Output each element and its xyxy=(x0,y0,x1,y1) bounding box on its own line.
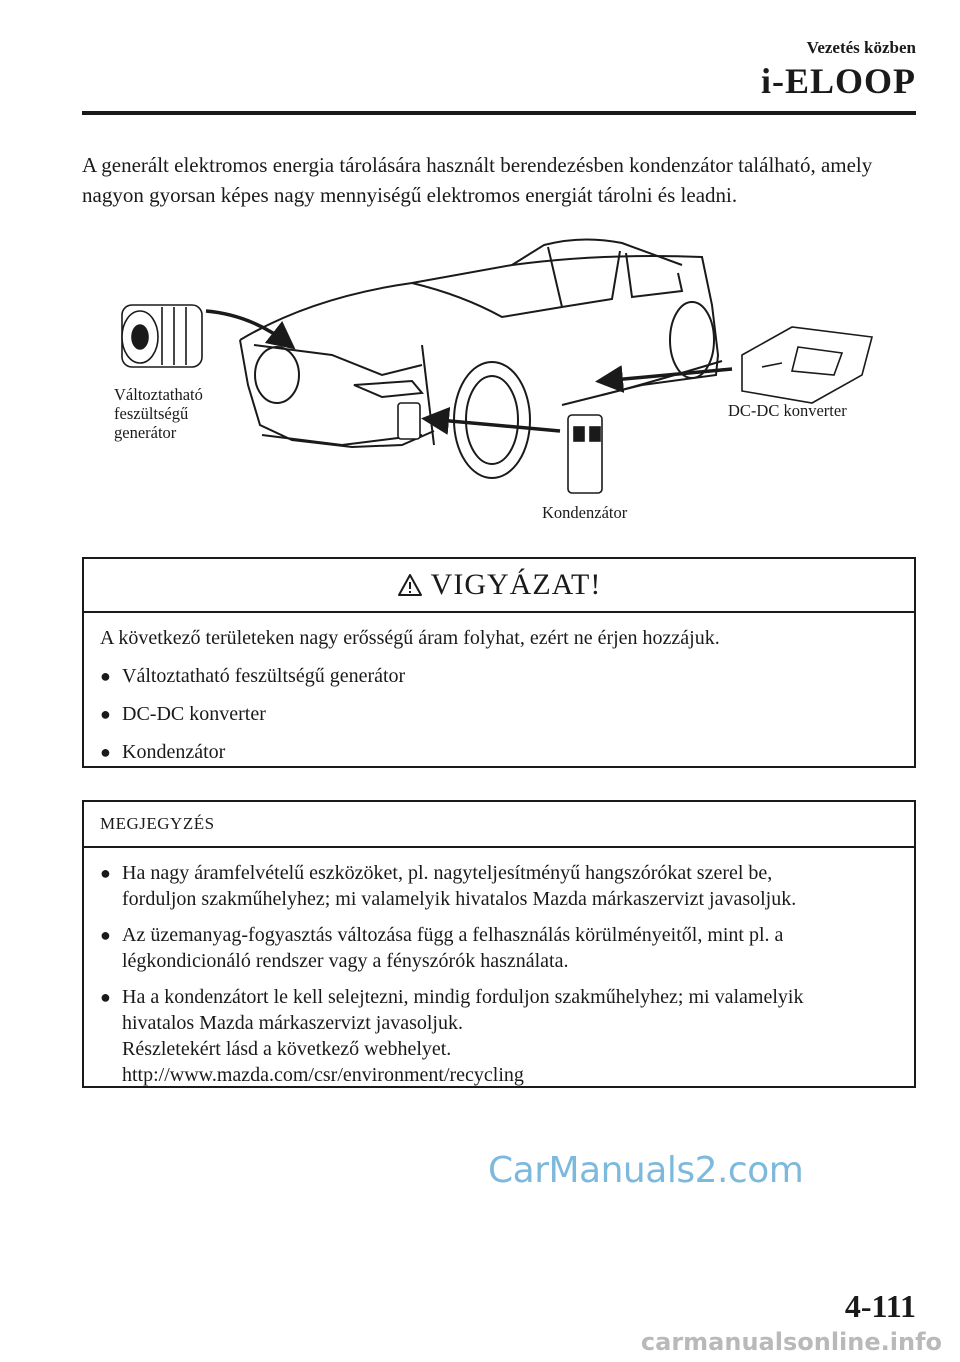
note-list xyxy=(100,860,898,1088)
caution-body xyxy=(84,613,914,765)
capacitor-label: Kondenzátor xyxy=(542,503,628,522)
generator-arrow xyxy=(206,311,290,345)
list-item: ● Változtatható feszültségű generátor xyxy=(100,665,406,687)
bullet-icon: ● xyxy=(100,987,111,1007)
chapter-title: i-ELOOP xyxy=(760,61,916,101)
pointer-arrows xyxy=(206,311,732,431)
list-item: ● Az üzemanyag-fogyasztás változása függ a felhasználás körülményeitől, mint pl. a légkondicionáló rendszer vagy a fényszórók használata. xyxy=(100,924,784,972)
bullet-icon: ● xyxy=(100,925,111,945)
bullet-icon: ● xyxy=(100,742,111,762)
watermark-footer: carmanualsonline.info xyxy=(640,1328,942,1356)
watermark-logo: CarManuals2.com xyxy=(488,1150,804,1191)
bullet-icon: ● xyxy=(100,704,111,724)
list-item: ● Ha nagy áramfelvételű eszközöket, pl. nagyteljesítményű hangszórókat szerel be, forduljon szakműhelyhez; mi valamelyik hivatalos Mazda márkaszervizt javasoljuk. xyxy=(100,862,797,910)
list-item: ● Ha a kondenzátort le kell selejtezni, mindig forduljon szakműhelyhez; mi valamelyik hivatalos Mazda márkaszervizt javasoljuk. Részletekért lásd a következő webhelyet. http://www.mazda.com/csr/environment/recycling xyxy=(100,986,804,1086)
dcdc-converter-icon xyxy=(742,327,872,403)
note-title: MEGJEGYZÉS xyxy=(84,802,914,848)
generator-label: Változtatható feszültségű generátor xyxy=(114,385,203,442)
front-component-icon xyxy=(398,403,420,439)
header-rule xyxy=(82,111,916,115)
recycling-link: http://www.mazda.com/csr/environment/recycling xyxy=(122,1064,524,1086)
bullet-icon: ● xyxy=(100,666,111,686)
caution-list xyxy=(100,663,898,765)
page-number: 4-111 xyxy=(844,1288,916,1324)
capacitor-arrow xyxy=(428,419,560,431)
car-outline xyxy=(240,239,722,447)
caution-intro: A következő területeken nagy erősségű áram folyhat, ezért ne érjen hozzájuk. xyxy=(100,627,720,649)
caution-header xyxy=(84,559,914,613)
warning-icon xyxy=(397,573,423,597)
intro-paragraph: A generált elektromos energia tárolására használt berendezésben kondenzátor található, amely nagyon gyorsan képes nagy mennyiségű elektromos energiát tárolni és leadni. xyxy=(82,153,873,207)
rear-wheel xyxy=(670,302,714,378)
dcdc-converter-label: DC-DC konverter xyxy=(728,401,847,420)
capacitor-icon xyxy=(568,415,602,493)
caution-box xyxy=(82,557,916,768)
note-body xyxy=(84,848,914,1088)
eloop-components-figure xyxy=(82,235,914,535)
list-item: ● Kondenzátor xyxy=(100,741,226,763)
car-illustration xyxy=(82,235,914,535)
list-item: ● DC-DC konverter xyxy=(100,703,266,725)
front-wheel xyxy=(454,362,530,478)
generator-icon xyxy=(122,305,202,367)
note-box xyxy=(82,800,916,1088)
bullet-icon: ● xyxy=(100,863,111,883)
section-name: Vezetés közben xyxy=(806,38,916,57)
caution-title: VIGYÁZAT! xyxy=(430,568,602,601)
